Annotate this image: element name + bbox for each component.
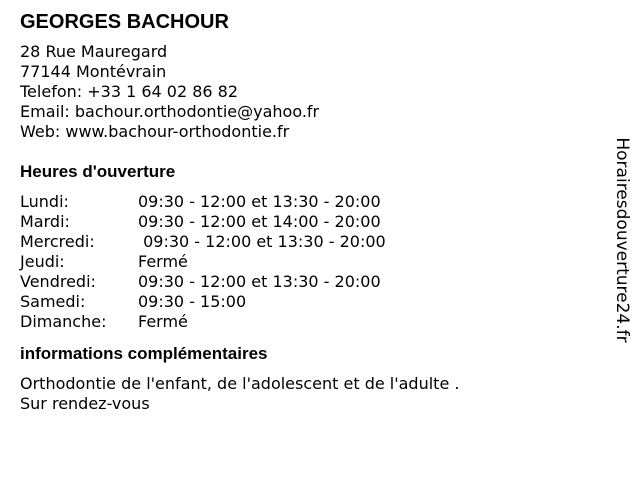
day-label: Dimanche: <box>20 312 107 331</box>
day-label: Samedi: <box>20 292 86 311</box>
hours-row-sunday <box>20 312 600 332</box>
additional-info-heading: informations complémentaires <box>20 344 268 363</box>
time-value: 09:30 - 12:00 et 13:30 - 20:00 <box>138 192 381 211</box>
time-value: 09:30 - 12:00 et 13:30 - 20:00 <box>138 272 381 291</box>
street-address: 28 Rue Mauregard <box>20 42 168 61</box>
day-label: Mardi: <box>20 212 70 231</box>
day-label: Jeudi: <box>20 252 65 271</box>
city-address: 77144 Montévrain <box>20 62 167 81</box>
website-link[interactable]: Web: www.bachour-orthodontie.fr <box>20 122 290 141</box>
time-value: Fermé <box>138 252 188 271</box>
day-label: Vendredi: <box>20 272 96 291</box>
day-label: Lundi: <box>20 192 69 211</box>
hours-row-wednesday <box>20 232 600 252</box>
email-link[interactable]: Email: bachour.orthodontie@yahoo.fr <box>20 102 320 121</box>
time-value: 09:30 - 12:00 et 13:30 - 20:00 <box>138 232 386 251</box>
time-value: 09:30 - 12:00 et 14:00 - 20:00 <box>138 212 381 231</box>
business-card <box>20 10 600 414</box>
opening-hours-table <box>20 192 600 332</box>
contact-block <box>20 42 600 142</box>
hours-row-thursday <box>20 252 600 272</box>
business-name: GEORGES BACHOUR <box>20 11 229 33</box>
hours-row-monday <box>20 192 600 212</box>
day-label: Mercredi: <box>20 232 95 251</box>
hours-row-tuesday <box>20 212 600 232</box>
site-watermark: Horairesdouverture24.fr <box>612 137 632 343</box>
time-value: Fermé <box>138 312 188 331</box>
hours-row-saturday <box>20 292 600 312</box>
phone-number[interactable]: Telefon: +33 1 64 02 86 82 <box>20 82 239 101</box>
time-value: 09:30 - 15:00 <box>138 292 247 311</box>
opening-hours-heading: Heures d'ouverture <box>20 162 176 181</box>
hours-row-friday <box>20 272 600 292</box>
additional-info-text: Orthodontie de l'enfant, de l'adolescent et de l'adulte . Sur rendez-vous <box>20 374 460 413</box>
